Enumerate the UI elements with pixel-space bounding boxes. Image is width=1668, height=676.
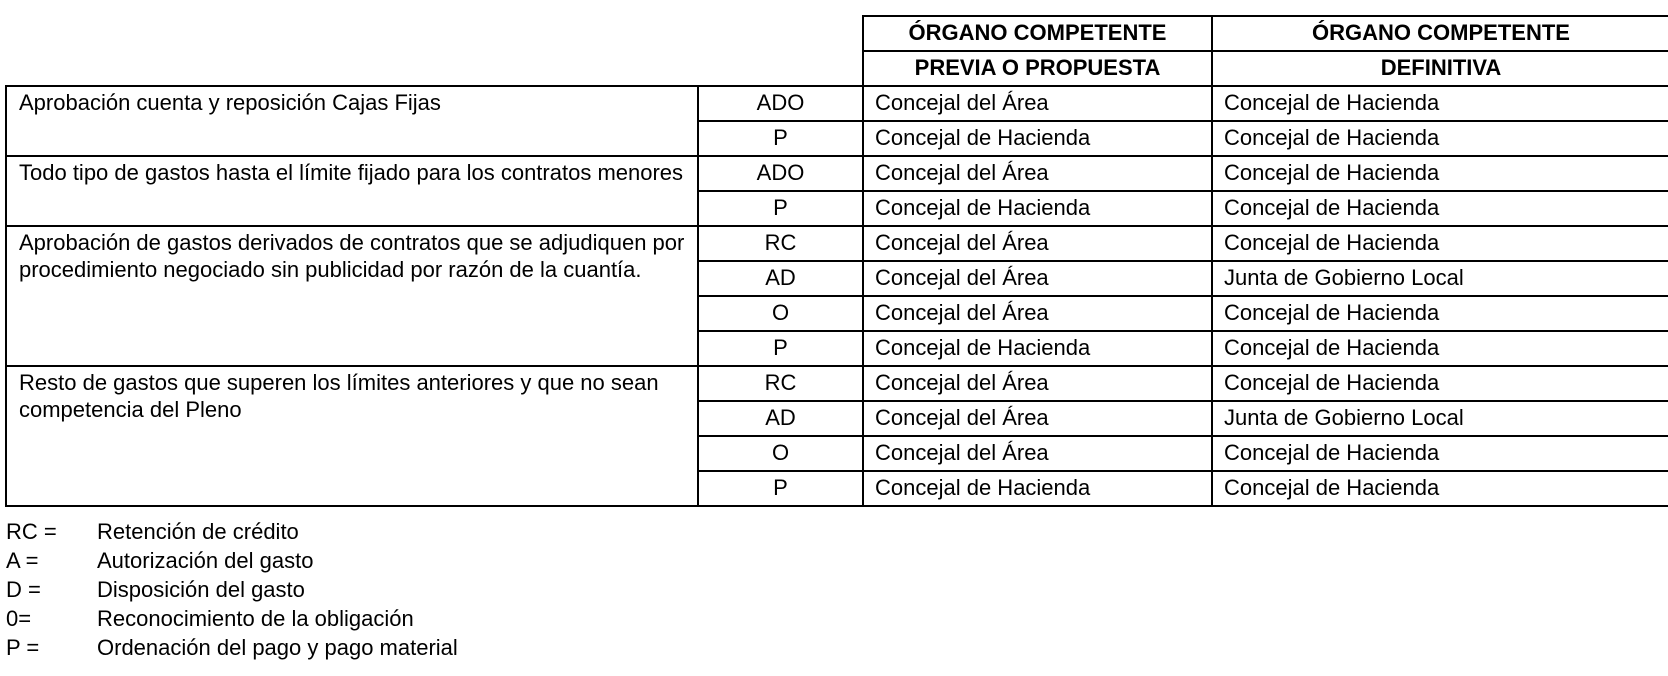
organ-definitiva: Junta de Gobierno Local <box>1212 261 1668 296</box>
organ-definitiva: Concejal de Hacienda <box>1212 191 1668 226</box>
expense-description: Aprobación cuenta y reposición Cajas Fijas <box>6 86 698 156</box>
organ-definitiva: Concejal de Hacienda <box>1212 156 1668 191</box>
organ-previa: Concejal del Área <box>863 366 1212 401</box>
legend-item <box>6 546 458 575</box>
organ-previa: Concejal del Área <box>863 156 1212 191</box>
organ-previa: Concejal de Hacienda <box>863 121 1212 156</box>
organ-previa: Concejal del Área <box>863 401 1212 436</box>
phase-code: O <box>698 296 863 331</box>
phase-code: ADO <box>698 86 863 121</box>
legend-meaning: Disposición del gasto <box>97 577 305 602</box>
organ-previa: Concejal de Hacienda <box>863 191 1212 226</box>
table-row <box>6 86 1668 121</box>
legend-meaning: Retención de crédito <box>97 519 299 544</box>
competence-table <box>5 15 1668 507</box>
organ-definitiva: Concejal de Hacienda <box>1212 296 1668 331</box>
header-definitiva-line2: DEFINITIVA <box>1212 51 1668 86</box>
organ-previa: Concejal del Área <box>863 86 1212 121</box>
organ-definitiva: Concejal de Hacienda <box>1212 366 1668 401</box>
legend-abbreviation: RC = <box>6 519 57 544</box>
legend-item <box>6 604 458 633</box>
organ-previa: Concejal de Hacienda <box>863 331 1212 366</box>
legend-abbreviation: 0= <box>6 606 32 631</box>
phase-code: RC <box>698 366 863 401</box>
phase-code: P <box>698 121 863 156</box>
expense-description: Resto de gastos que superen los límites anteriores y que no sean competencia del Pleno <box>6 366 698 506</box>
organ-previa: Concejal del Área <box>863 436 1212 471</box>
organ-definitiva: Junta de Gobierno Local <box>1212 401 1668 436</box>
phase-code: P <box>698 191 863 226</box>
organ-definitiva: Concejal de Hacienda <box>1212 86 1668 121</box>
table-row <box>6 366 1668 401</box>
phase-code: AD <box>698 401 863 436</box>
legend-item <box>6 633 458 662</box>
organ-previa: Concejal del Área <box>863 261 1212 296</box>
phase-code: ADO <box>698 156 863 191</box>
organ-previa: Concejal de Hacienda <box>863 471 1212 506</box>
organ-previa: Concejal del Área <box>863 296 1212 331</box>
expense-description: Aprobación de gastos derivados de contratos que se adjudiquen por procedimiento negociado sin publicidad por razón de la cuantía. <box>6 226 698 366</box>
legend-abbreviation: D = <box>6 577 41 602</box>
table-row <box>6 226 1668 261</box>
organ-previa: Concejal del Área <box>863 226 1212 261</box>
header-previa-line2: PREVIA O PROPUESTA <box>863 51 1212 86</box>
organ-definitiva: Concejal de Hacienda <box>1212 471 1668 506</box>
header-previa-line1: ÓRGANO COMPETENTE <box>863 16 1212 51</box>
legend-abbreviation: P = <box>6 635 40 660</box>
legend-meaning: Reconocimiento de la obligación <box>97 606 414 631</box>
expense-description: Todo tipo de gastos hasta el límite fijado para los contratos menores <box>6 156 698 226</box>
legend-meaning: Autorización del gasto <box>97 548 314 573</box>
legend <box>6 517 458 662</box>
table-row <box>6 156 1668 191</box>
legend-abbreviation: A = <box>6 548 39 573</box>
organ-definitiva: Concejal de Hacienda <box>1212 331 1668 366</box>
header-definitiva-line1: ÓRGANO COMPETENTE <box>1212 16 1668 51</box>
phase-code: O <box>698 436 863 471</box>
organ-definitiva: Concejal de Hacienda <box>1212 226 1668 261</box>
header-row-2 <box>6 51 1668 86</box>
legend-item <box>6 517 458 546</box>
phase-code: RC <box>698 226 863 261</box>
phase-code: AD <box>698 261 863 296</box>
phase-code: P <box>698 331 863 366</box>
phase-code: P <box>698 471 863 506</box>
header-row-1 <box>6 16 1668 51</box>
legend-meaning: Ordenación del pago y pago material <box>97 635 458 660</box>
organ-definitiva: Concejal de Hacienda <box>1212 436 1668 471</box>
legend-item <box>6 575 458 604</box>
organ-definitiva: Concejal de Hacienda <box>1212 121 1668 156</box>
